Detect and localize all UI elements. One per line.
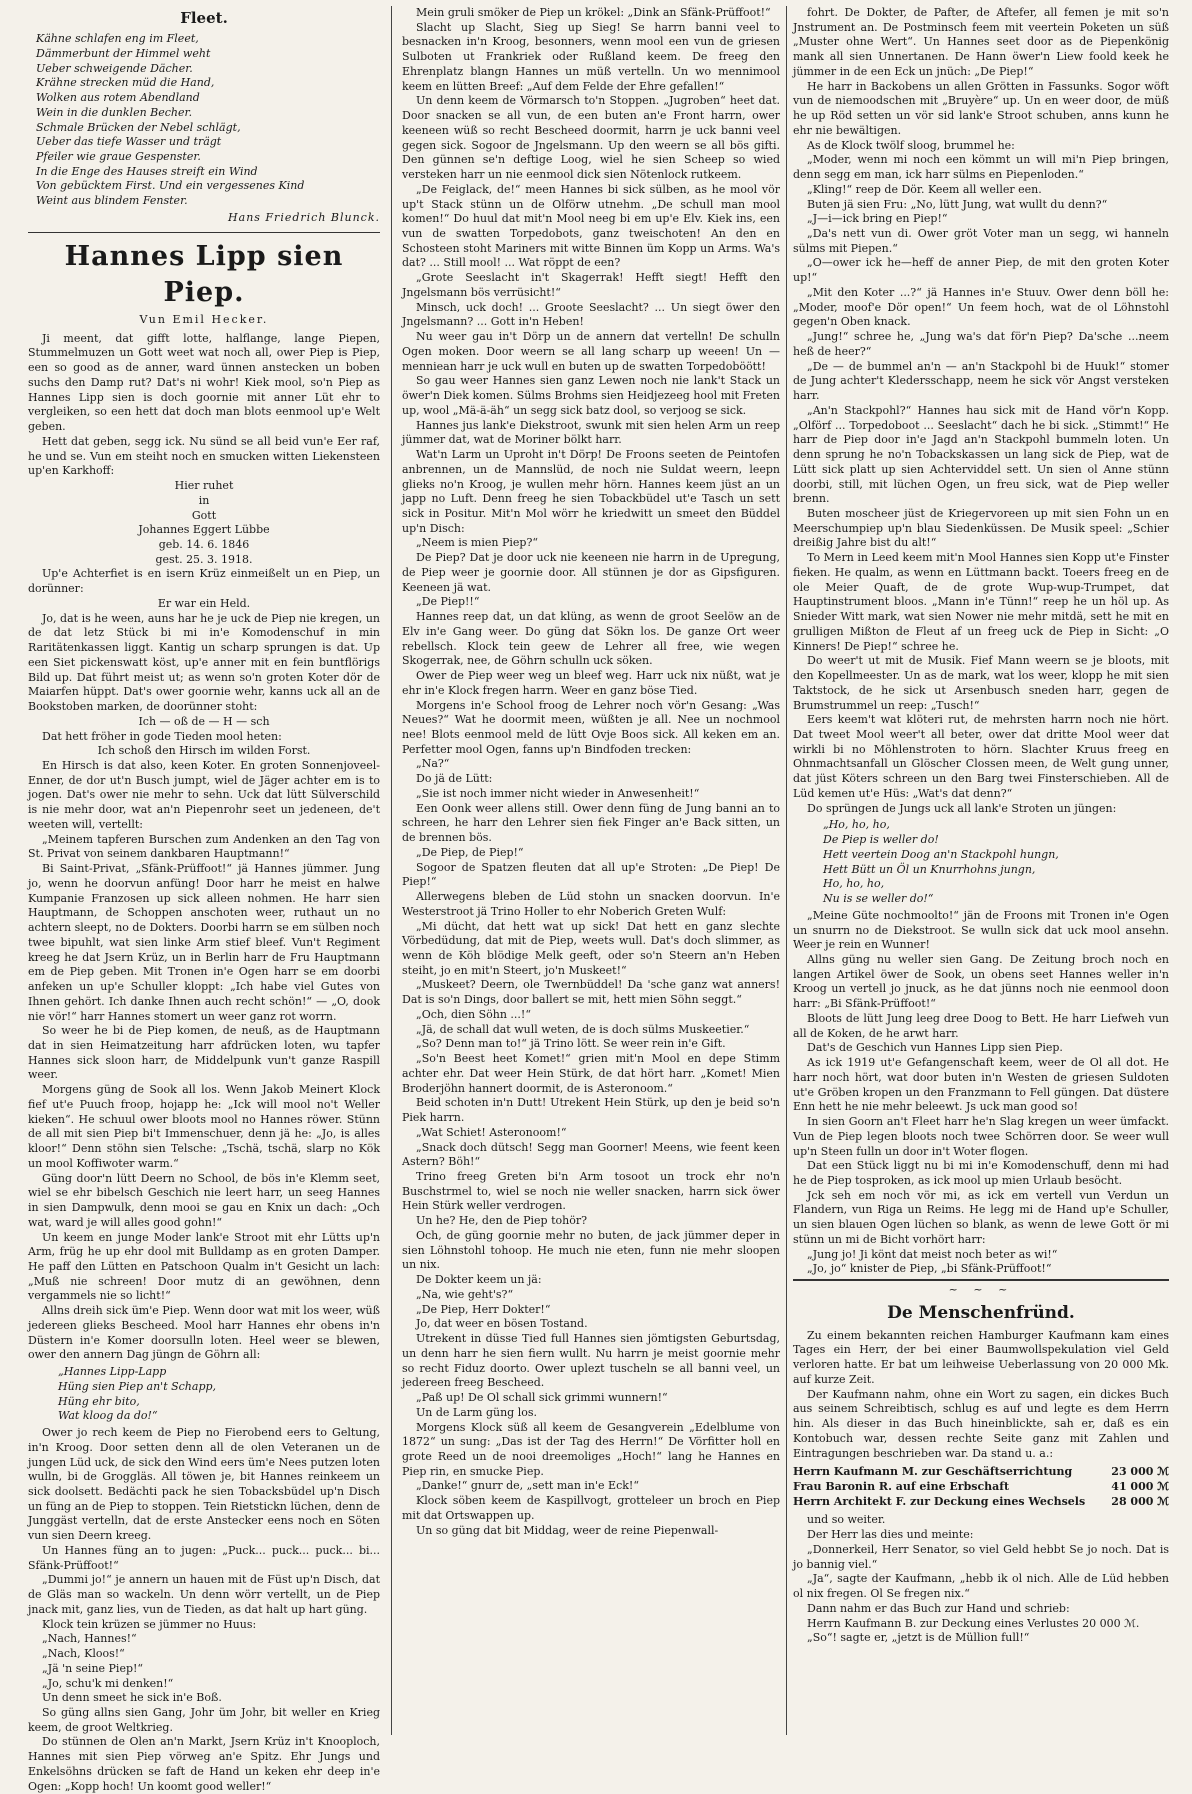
- paragraph: Dat een Stück liggt nu bi mi in'e Komodenschuff, denn mi had he de Piep tosproken, as ick mool up mien Urlaub besöcht.: [793, 1159, 1169, 1188]
- paragraph: fohrt. De Dokter, de Pafter, de Aftefer, all femen je mit so'n Jnstrument an. De Postminsch feem mit veertein Poketen un süß „Muster ohne Wert“. Un Hannes seet door as de Piepenkönig mank all sien Unnertanen. De Hann öwer'n Liew foold keek he jümmer in de een Eck un jnüch: „De Piep!“: [793, 6, 1169, 78]
- story-paragraphs: [793, 6, 1169, 816]
- paragraph: Bloots de lütt Jung leeg dree Doog to Bett. He harr Liefweh vun all de Koken, de he arwt harr.: [793, 1011, 1169, 1040]
- paragraph: Buten jä sien Fru: „No, lütt Jung, wat wullt du denn?“: [807, 197, 1108, 211]
- paragraph: Herrn Kaufmann B. zur Deckung eines Verlustes 20 000 ℳ.: [807, 1616, 1140, 1630]
- verse-line: Nu is se weller do!“: [823, 892, 934, 906]
- paragraph: Jo, dat is he ween, auns har he je uck de Piep nie kregen, un de dat letz Stück bi mi in'e Komodenschuf in min Raritätenkassen liggt. Kantig un scharp sprungen is dat. Up een Siet pickenswatt köst, up'e anner mit en fein buntflörigs Bild up. Dat führt meist ut; as wenn so'n groten Koter dör de Maiarfen hüppt. Dat's ower goornie wehr, kanns uck all an de Bookstoben marken, de doorünner stoht:: [28, 611, 380, 714]
- verse-line: Hüng ehr bito,: [58, 1394, 140, 1408]
- paragraph: „An'n Stackpohl?“ Hannes hau sick mit de Hand vör'n Kopp. „Olförf ... Torpedoboot ... Seeslacht“ dach he bi sick. „Stimmt!“ He harr de Piep door in'e Jagd an'n Stackpohl bummeln loten. Un denn sprung he no'n Tobackskassen un lang sick de Piep, wat de Lütt sick platt up sien Achterviddel sett. Un sien ol Anne stünn doorbi, still, mit lüchen Ogen, un freu sick, wat de Piep weller brenn.: [793, 403, 1169, 506]
- paragraph: „Paß up! De Ol schall sick grimmi wunnern!“: [416, 1391, 668, 1405]
- article-paragraphs: [793, 1329, 1169, 1462]
- paragraph: Do jä de Lütt:: [416, 772, 493, 786]
- paragraph: „J—i—ick bring en Piep!“: [807, 212, 948, 226]
- paragraph: „De Piep, de Piep!“: [416, 845, 524, 859]
- paragraph: So gau weer Hannes sien ganz Lewen noch nie lank't Stack un öwer'n Diek komen. Sülms Brohms sien Heidjezeeg hool mit Freten up, wool „Mä-ä-äh“ un segg sick batz dool, so verjoog se sick.: [402, 374, 780, 417]
- poem-title: Fleet.: [180, 9, 228, 27]
- paragraph: Jo, dat weer en bösen Tostand.: [416, 1317, 588, 1331]
- story-byline: Vun Emil Hecker.: [139, 312, 269, 326]
- poem-line: Von gebücktem First. Und ein vergessenes Kind: [36, 179, 305, 193]
- verse-line: „Hannes Lipp-Lapp: [58, 1365, 167, 1379]
- paragraph: Dat hett fröher in gode Tieden mool heten:: [42, 729, 282, 743]
- paragraph: „Kling!“ reep de Dör. Keem all weller een.: [807, 182, 1042, 196]
- epitaph-line: in: [198, 493, 210, 507]
- paragraph: Klock tein krüzen se jümmer no Huus:: [42, 1617, 257, 1631]
- paragraph: Un keem en junge Moder lank'e Stroot mit ehr Lütts up'n Arm, früg he up ehr dool mit Bulldamp as en groten Damper. He paff den Lütten en Patschoon Qualm in't Gesicht un lach: „Muß nie schreen! Door mutz di an gewöhnen, denn vergammels nie so licht!“: [28, 1230, 380, 1303]
- paragraph: Allerwegens bleben de Lüd stohn un snacken doorvun. In'e Westerstroot jä Trino Holler to ehr Noberich Greten Wulf:: [402, 890, 780, 918]
- paragraph: Een Oonk weer allens still. Ower denn füng de Jung banni an to schreen, he harr den Lehrer sien fiek Finger an'e Back sitten, un de brennen bös.: [402, 801, 780, 845]
- section-divider: [28, 232, 380, 233]
- verse: [58, 1365, 380, 1424]
- story-title: Hannes Lipp sien Piep.: [64, 240, 344, 308]
- paragraph: Un he? He, den de Piep tohör?: [416, 1214, 587, 1228]
- paragraph: „Donnerkeil, Herr Senator, so viel Geld hebbt Se jo noch. Dat is jo bannig viel.“: [793, 1542, 1169, 1571]
- paragraph: Un de Larm güng los.: [416, 1405, 537, 1419]
- paragraph: „So'n Beest heet Komet!“ grien mit'n Mool en depe Stimm achter ehr. Dat weer Hein Stürk, de dat hört harr. „Komet! Mien Broderjöhn hannert doormit, de is Asteronoom.“: [402, 1052, 780, 1095]
- paragraph: Hannes jus lank'e Diekstroot, swunk mit sien helen Arm un reep jümmer dat, wat de Moriner bölkt harr.: [402, 418, 780, 447]
- paragraph: Do weer't ut mit de Musik. Fief Mann weern se je bloots, mit den Kopellmeester. Un as de mark, wat los weer, klopp he mit sien Taktstock, de he sick ut Arsenbusch sneden harr, gegen de Brumstrummel un reep: „Tusch!“: [793, 654, 1169, 712]
- paragraph: Slacht up Slacht, Sieg up Sieg! Se harrn banni veel to besnacken in'n Kroog, besonners, wenn mool een vun de griesen Sulboten ut Frankriek oder Rußland keem. De freeg den Ehrenplatz blangn Hannes un müß vertelln. Un wo mennimool keem en lütten Breef: „Auf dem Felde der Ehre gefallen!“: [402, 20, 780, 93]
- paragraph: Zu einem bekannten reichen Hamburger Kaufmann kam eines Tages ein Herr, der bei einer Baumwollspekulation viel Geld verloren hatte. Er bat um leihweise Ueberlassung von 20 000 Mk. auf kurze Zeit.: [793, 1328, 1169, 1386]
- paragraph: Do sprüngen de Jungs uck all lank'e Stroten un jüngen:: [807, 801, 1117, 815]
- ledger-row: [793, 1495, 1169, 1510]
- paragraph: Hett dat geben, segg ick. Nu sünd se all beid vun'e Eer raf, he und se. Vun em steiht noch en smucken witten Liekensteen up'en Karkhoff:: [28, 434, 380, 478]
- paragraph: „Muskeet? Deern, ole Twernbüddel! Da 'sche ganz wat anners! Dat is so'n Dings, door ballert se mit, hett mien Söhn seggt.“: [402, 978, 780, 1007]
- paragraph: „Jo, jo“ knister de Piep, „bi Sfänk-Prüffoot!“: [807, 1262, 1052, 1276]
- story-paragraphs: [28, 332, 380, 479]
- article-paragraphs: [793, 1513, 1169, 1646]
- paragraph: De Piep? Dat je door uck nie keeneen nie harrn in de Upregung, de Piep weer je goornie door. All stünnen je dor as Gipsfiguren. Keeneen jä wat.: [402, 551, 780, 594]
- paragraph: Morgens in'e School froog de Lehrer noch vör'n Gesang: „Was Neues?“ Wat he doormit meen, wüßten je all. Nee un nochmool nee! Blots eenmool meld de lütt Ovje Boos sick. All keken em an. Perfetter mool Ogen, fanns up'n Bindfoden trecken:: [402, 698, 780, 756]
- paragraph: „De Feiglack, de!“ meen Hannes bi sick sülben, as he mool vör up't Stack stünn un de Olförw utnehm. „De schull man mool komen!“ Do huul dat mit'n Mool neeg bi em up'e Elv. Kiek ins, een vun de swatten Torpedobots, ganz tweischoten! An den en Schosteen stoht Mariners mit witte Binnen üm Kopp un Arms. Wa's dat? ... Still mool! ... Wat röppt de een?: [402, 182, 780, 270]
- paragraph: Up'e Achterfiet is en isern Krüz einmeißelt un en Piep, un dorünner:: [28, 567, 380, 596]
- poem-line: Ueber das tiefe Wasser und trägt: [36, 135, 222, 149]
- paragraph: „Grote Seeslacht in't Skagerrak! Hefft siegt! Hefft den Jngelsmann bös verrüsicht!“: [402, 271, 780, 299]
- paragraph: Ower de Piep weer weg un bleef weg. Harr uck nix nüßt, wat je ehr in'e Klock fregen harrn. Weer en ganz böse Tied.: [402, 669, 780, 697]
- verse-line: Wat kloog da do!“: [58, 1409, 158, 1423]
- inscription-quote: Ich — oß de — H — sch: [138, 714, 270, 728]
- ledger-label: Frau Baronin R. auf eine Erbschaft: [793, 1480, 1010, 1493]
- paragraph: „Jä 'n seine Piep!“: [42, 1661, 144, 1675]
- paragraph: „Nach, Kloos!“: [42, 1647, 125, 1661]
- paragraph: „Meine Güte nochmoolto!“ jän de Froons mit Tronen in'e Ogen un snurrn no de Diekstroot. Se wulln sick dat uck mool ansehn. Weer je rein en Wunner!: [793, 908, 1169, 952]
- paragraph: „O—ower ick he—heff de anner Piep, de mit den groten Koter up!“: [793, 256, 1169, 285]
- paragraph: Ji meent, dat gifft lotte, halflange, lange Piepen, Stummelmuzen un Gott weet wat noch all, ower Piep is Piep, een so good as de anner, ward ünnen anstecken un boben suchs den Damp rut? Dat's ni wohr! Kiek mool, so'n Piep as Hannes Lipp sien is doch goornie mit anner Lüt ehr to vergleiken, so een hett dat doch man blots eenmool up'e Welt geben.: [28, 331, 380, 434]
- paragraph: So weer he bi de Piep komen, de neuß, as de Hauptmann dat in sien Heimatzeitung harr afdrücken loten, wu tapfer Hannes sick sloon harr, de Middelpunk vun't ganze Raspill weer.: [28, 1024, 380, 1082]
- poem-author: Hans Friedrich Blunck.: [228, 210, 380, 224]
- poem-line: Ueber schweigende Dächer.: [36, 61, 193, 75]
- paragraph: „Jung jo! Ji könt dat meist noch beter as wi!“: [807, 1247, 1058, 1261]
- paragraph: Sogoor de Spatzen fleuten dat all up'e Stroten: „De Piep! De Piep!“: [402, 860, 780, 889]
- paragraph: „Neem is mien Piep?“: [416, 536, 538, 550]
- paragraph: „De Piep, Herr Dokter!“: [416, 1302, 551, 1316]
- ledger-row: [793, 1480, 1169, 1495]
- poem-line: Dämmerbunt der Himmel weht: [36, 46, 211, 60]
- verse-line: Hett Bütt un Öl un Knurrhohns jungn,: [823, 862, 1036, 876]
- paragraph: „Snack doch dütsch! Segg man Goorner! Meens, wie feent keen Astern? Böh!“: [402, 1140, 780, 1169]
- paragraph: „Dummi jo!“ je annern un hauen mit de Füst up'n Disch, dat de Gläs man so wackeln. Un denn wörr vertellt, un de Piep jnack mit, ganz lies, vun de Tieden, as dat halt up hart güng.: [28, 1573, 380, 1616]
- paragraph: Nu weer gau in't Dörp un de annern dat vertelln! De schulln Ogen moken. Door weern se all lang scharp up weeen! Un — menniean harr je uck wull en buten up de swatten Torpedoböött!: [402, 330, 780, 373]
- paragraph: „Wat Schiet! Asteronoom!“: [416, 1125, 567, 1139]
- ledger-label: Herrn Architekt F. zur Deckung eines Wechsels: [793, 1494, 1086, 1508]
- paragraph: En Hirsch is dat also, keen Koter. En groten Sonnenjoveel-Enner, de dor ut'n Busch jumpt, wiel de Jäger achter em is to jogen. Dat's ower nie mehr to sehn. Uck dat lütt Sülverschild is nie mehr door, wat an'n Piepenrohr seet un jedeneen, de't weeten will, vertellt:: [28, 759, 380, 831]
- paragraph: Jck seh em noch vör mi, as ick em vertell vun Verdun un Flandern, vun Riga un Reims. He legg mi de Hand up'e Schuller, un sien blauen Ogen lüchen so blank, as wenn de lewe Gott ör mi stünn un mi de Bicht vorhört harr:: [793, 1188, 1169, 1246]
- paragraph: „Danke!“ gnurr de, „sett man in'e Eck!“: [416, 1479, 639, 1493]
- paragraph: „So“! sagte er, „jetzt is de Müllion full!“: [807, 1631, 1030, 1645]
- story-paragraphs: [28, 759, 380, 1363]
- poem-line: Kähne schlafen eng im Fleet,: [36, 32, 199, 46]
- paragraph: Der Kaufmann nahm, ohne ein Wort zu sagen, ein dickes Buch aus seinem Schreibtisch, schlug es auf und legte es dem Herrn hin. Als dieser in das Buch hineinblickte, sah er, daß es ein Kontobuch war, dessen rechte Seite ganz mit Zahlen und Eintragungen beschrieben war. Da stand u. a.:: [793, 1387, 1169, 1460]
- paragraph: „Meinem tapferen Burschen zum Andenken an den Tag von St. Privat von seinem dankbaren Hauptmann!“: [28, 832, 380, 861]
- epitaph-line: Hier ruhet: [174, 479, 234, 493]
- poem-line: Schmale Brücken der Nebel schlägt,: [36, 120, 241, 134]
- paragraph: „De Piep!!“: [416, 595, 480, 609]
- verse-line: Hüng sien Piep an't Schapp,: [58, 1379, 217, 1393]
- paragraph: „Och, dien Söhn ...!“: [416, 1007, 531, 1021]
- paragraph: „So? Denn man to!“ jä Trino lött. Se weer rein in'e Gift.: [416, 1037, 726, 1051]
- paragraph: Beid schoten in'n Dutt! Utrekent Hein Stürk, up den je beid so'n Piek harrn.: [402, 1096, 780, 1125]
- poem-line: Wein in die dunklen Becher.: [36, 105, 193, 119]
- paragraph: Och, de güng goornie mehr no buten, de jack jümmer deper in sien Löhnstohl tohoop. He much nie eten, funn nie mehr sloopen un nix.: [402, 1228, 780, 1272]
- ledger-entries: [793, 1465, 1169, 1509]
- epitaph-line: gest. 25. 3. 1918.: [155, 552, 253, 566]
- paragraph: Der Herr las dies und meinte:: [807, 1528, 974, 1542]
- ledger-amount: 23 000 ℳ: [1111, 1465, 1169, 1479]
- paragraph: Un so güng dat bit Middag, weer de reine Piepenwall-: [416, 1523, 719, 1537]
- paragraph: Minsch, uck doch! ... Groote Seeslacht? ... Un siegt öwer den Jngelsmann? ... Gott in'n Heben!: [402, 300, 780, 329]
- paragraph: und so weiter.: [807, 1513, 886, 1527]
- paragraph: Utrekent in düsse Tied full Hannes sien jömtigsten Geburtsdag, un denn harr he sien fiern wullt. Nu harrn je meist goornie mehr so recht Fiduz doorto. Ower uplezt tuscheln se all banni veel, un jedereen freeg Bescheed.: [402, 1332, 780, 1390]
- column-rule: [786, 6, 787, 1735]
- paragraph: „De — de bummel an'n — an'n Stackpohl bi de Huuk!“ stomer de Jung achter't Kledersschapp, neem he sick vör Angst versteken harr.: [793, 359, 1169, 403]
- paragraph: Un denn smeet he sick in'e Boß.: [42, 1691, 222, 1705]
- verse-line: De Piep is weller do!: [823, 833, 939, 847]
- story-paragraphs: [402, 6, 780, 1538]
- paragraph: Mein gruli smöker de Piep un krökel: „Dink an Sfänk-Prüffoot!“: [416, 6, 771, 19]
- paragraph: Trino freeg Greten bi'n Arm tosoot un trock ehr no'n Buschstrmel to, wiel se noch nie weller snacken, harrn sick öwer Hein Stürk weller verdrogen.: [402, 1170, 780, 1213]
- column-rule: [391, 6, 392, 1735]
- epitaph-line: Johannes Eggert Lübbe: [138, 523, 270, 537]
- paragraph: Allns güng nu weller sien Gang. De Zeitung broch noch en langen Artikel öwer de Sook, un obens seet Hannes weller in'n Kroog un vertell jo jnuck, as he dat jünns noch nie eenmool doon harr: „Bi Sfänk-Prüffoot!“: [793, 953, 1169, 1011]
- story-paragraphs: [28, 1426, 380, 1794]
- paragraph: „Jo, schu'k mi denken!“: [42, 1676, 174, 1690]
- paragraph: „Da's nett vun di. Ower gröt Voter man un segg, wi hanneln sülms mit Piepen.“: [793, 227, 1169, 255]
- paragraph: Allns dreih sick üm'e Piep. Wenn door wat mit los weer, wüß jedereen glieks Bescheed. Mool harr Hannes ehr obens in'n Düstern in'e Komer doorsulln loten. Heel weer se blewen, ower den annern Dag jüngn de Göhrn all:: [28, 1304, 380, 1362]
- paragraph: He harr in Backobens un allen Grötten in Fassunks. Sogor wöft vun de niemoodschen mit „Bruyère“ up. Un en weer door, de müß he up Röd setten un vör sid lank'e Stroot schuben, anns kunn he ehr nie bewältigen.: [793, 79, 1169, 137]
- paragraph: Do stünnen de Olen an'n Markt, Jsern Krüz in't Knooploch, Hannes mit sien Piep vörweg an'e Spitz. Ehr Jungs und Enkelsöhns drücken se faft de Hand un keken ehr deep in'e Ogen: „Kopp hoch! Un koomt good weller!“: [28, 1735, 380, 1793]
- ledger-amount: 41 000 ℳ: [1111, 1480, 1169, 1493]
- ledger-amount: 28 000 ℳ: [1111, 1494, 1169, 1508]
- epitaph-line: geb. 14. 6. 1846: [158, 538, 250, 551]
- epitaph-line: Gott: [191, 508, 217, 522]
- paragraph: „Nach, Hannes!“: [42, 1632, 137, 1646]
- paragraph: „Na?“: [416, 757, 450, 771]
- paragraph: Klock söben keem de Kaspillvogt, grotteleer un broch en Piep mit dat Ortswappen up.: [402, 1494, 780, 1522]
- column-2: [402, 6, 780, 1737]
- verse-line: „Ho, ho, ho,: [823, 818, 890, 832]
- paragraph: Morgens güng de Sook all los. Wenn Jakob Meinert Klock fief ut'e Puuch froop, hojapp he: „Ick will mool no't Weller kieken“. He schuul ower bloots mool no Hannes röwer. Stünn de all mit sien Piep bi't Immenschuer, denn jä he: „Jo, is alles kloor!“ Denn stöhn sien Telsche: „Tschä, tschä, slarp no Kök un mool Koffiwoter warm.“: [28, 1083, 380, 1170]
- paragraph: „Sie ist noch immer nicht wieder in Anwesenheit!“: [416, 786, 700, 800]
- poem-line: Krähne strecken müd die Hand,: [36, 76, 215, 90]
- inscription-quote: Er war ein Held.: [157, 596, 251, 610]
- section-divider: [793, 1279, 1169, 1281]
- paragraph: Hannes reep dat, un dat klüng, as wenn de groot Seelöw an de Elv in'e Gang weer. Do güng dat Sökn los. De ganze Ort weer rebellsch. Klock tein geew de Lehrer all free, wie wegen Skogerrak, nee, de Göhrn schulln uck söken.: [402, 610, 780, 668]
- ornament: ~ ~ ~: [948, 1283, 1014, 1297]
- paragraph: As de Klock twölf sloog, brummel he:: [807, 138, 1015, 152]
- paragraph: „Mi dücht, dat hett wat up sick! Dat hett en ganz slechte Vörbedüdung, dat mit de Piep, weets wull. Dat's doch slimmer, as wenn de Köh blödige Melk geeft, oder so'n Steern an'n Heben steiht, jo en mit'n Steert, jo'n Muskeet!“: [402, 919, 780, 977]
- paragraph: Un denn keem de Vörmarsch to'n Stoppen. „Jugroben“ heet dat. Door snacken se all vun, de een buten an'e Front harrn, ower keeneen wüß so recht Bescheed doormit, harrn je uck banni veel gegen sick. Sogoor de Jngelsmann. Up den weern se all bös gifti. Den günnen se'n deftige Loog, wiel he sien Scheep so wied versteken harr un nie eenmool dick sien Nötenlock rutkeem.: [402, 94, 780, 182]
- paragraph: As ick 1919 ut'e Gefangenschaft keem, weer de Ol all dot. He harr noch hört, wat door buten in'n Westen de griesen Suldoten ut'e Gröben kropen un den Franzmann to Fell güngen. Dat düstere Enn hett he nie mehr beleewt. Js uck man good so!: [793, 1056, 1169, 1114]
- inscription-quote: Ich schoß den Hirsch im wilden Forst.: [97, 744, 311, 758]
- story-paragraphs: [28, 612, 380, 715]
- verse-line: Hett veertein Doog an'n Stackpohl hungn,: [823, 847, 1059, 861]
- paragraph: To Mern in Leed keem mit'n Mool Hannes sien Kopp ut'e Finster fieken. He qualm, as wenn en Lüttmann backt. Toeers freeg en de ole Meier Quaft, de de grote Wup-wup-Trumpet, dat Hauptinstrument bloos. „Mann in'e Tünn!“ reep he un höl up. As Snieder Witt mark, wat sien Nower nie mehr mitdä, sett he mit en grulligen Mißton de Fleut af un freeg uck de Piep in Sicht: „O Kinners! De Piep!“ schree he.: [793, 551, 1169, 653]
- poem-line: Wolken aus rotem Abendland: [36, 91, 200, 105]
- paragraph: So güng allns sien Gang, Johr üm Johr, bit weller en Krieg keem, de groot Weltkrieg.: [28, 1706, 380, 1734]
- poem-line: Weint aus blindem Fenster.: [36, 194, 188, 208]
- paragraph: „Jä, de schall dat wull weten, de is doch sülms Muskeetier.“: [416, 1022, 750, 1036]
- poem-line: Pfeiler wie graue Gespenster.: [36, 149, 201, 163]
- paragraph: „Mit den Koter ...?“ jä Hannes in'e Stuuv. Ower denn böll he: „Moder, moof'e Dör open!“ Un feem hoch, wat de ol Löhnstohl gegen'n Oben knack.: [793, 285, 1169, 329]
- paragraph: Un Hannes füng an to jugen: „Puck... puck... puck... bi... Sfänk-Prüffoot!“: [28, 1543, 380, 1572]
- paragraph: „Na, wie geht's?“: [416, 1287, 514, 1301]
- paragraph: Wat'n Larm un Uproht in't Dörp! De Froons seeten de Peintofen anbrennen, un de Mannslüd, de noch nie Suldat weern, leepn glieks no'n Kroog, je wullen mehr hörn. Hannes keem jüst an un japp no Luft. Denn freeg he sien Tobackbüdel ut'e Tasch un sett sick in Positur. Mit'n Mol wörr he kriedwitt un smeet den Büddel up'n Disch:: [402, 448, 780, 535]
- verse: [823, 818, 1169, 906]
- poem-line: In die Enge des Hauses streift ein Wind: [36, 164, 258, 178]
- epitaph: [28, 479, 380, 567]
- column-3: [793, 6, 1169, 1737]
- ledger-label: Herrn Kaufmann M. zur Geschäftserrichtung: [793, 1465, 1073, 1479]
- paragraph: Ower jo rech keem de Piep no Fierobend eers to Geltung, in'n Kroog. Door setten denn all de olen Veteranen un de jungen Lüd uck, de sick den Wind eers üm'e Nees putzen loten wulln, bi de Groggläs. All töwen je, bit Hannes reinkeem un sick doolsett. Bedächti pack he sien Tobacksbüdel up'n Disch un füng an de Piep to stoppen. Tein Rietstickn lüchen, denn de Junggäst vertelln, dat de erste Anstecker eens noch en Söten vun sien Deern kreeg.: [28, 1426, 380, 1543]
- paragraph: Dat's de Geschich vun Hannes Lipp sien Piep.: [807, 1041, 1063, 1055]
- paragraph: In sien Goorn an't Fleet harr he'n Slag kregen un weer ümfackt. Vun de Piep legen bloots noch twee Schörren door. Se weer wull up'n Steen fulln un door in't Woter flogen.: [793, 1115, 1169, 1158]
- ledger-row: [793, 1465, 1169, 1480]
- paragraph: Bi Saint-Privat, „Sfänk-Prüffoot!“ jä Hannes jümmer. Jung jo, wenn he doorvun anfüng! Door harr he meist en halwe Kumpanie Franzosen up sick alleen nohmen. He harr sien Hauptmann, de Schoppen anschoten weer, ruthaut un no achtern sleept, no de Dokters. Doorbi harrn se em sülben noch twee bipuhlt, wat sien linke Arm stief bleef. Vun't Regiment kreeg he dat Jsern Krüz, un in Berlin harr de Fru Hauptmann em de Piep geben. Mit Tronen in'e Ogen harr se em doorbi anfeken un up'e Schuller kloppt: „Ich habe viel Gutes von Ihnen gehört. Ich danke Ihnen auch recht schön!“ — „O, dook nie vör!“ harr Hannes stomert un weer ganz rot worrn.: [28, 862, 380, 1023]
- paragraph: „Jung!“ schree he, „Jung wa's dat för'n Piep? Da'sche ...neem heß de heer?“: [793, 330, 1169, 358]
- verse-line: Ho, ho, ho,: [823, 877, 885, 891]
- paragraph: Buten moscheer jüst de Kriegervoreen up mit sien Fohn un en Meerschumpiep up'n blau Siedenküssen. De Musik speel: „Schier dreißig Jahre bist du alt!“: [793, 506, 1169, 550]
- paragraph: Güng door'n lütt Deern no School, de bös in'e Klemm seet, wiel se ehr bibelsch Geschich nie leert harr, un seeg Hannes in sien Dampwulk, denn mooi se gau en Knix un dach: „Och wat, ward je will alles good gohn!“: [28, 1171, 380, 1229]
- paragraph: „Moder, wenn mi noch een kömmt un will mi'n Piep bringen, denn segg em man, ick harr sülms en Piepenloden.“: [793, 153, 1169, 182]
- paragraph: De Dokter keem un jä:: [416, 1273, 542, 1287]
- poem-body: [36, 32, 380, 209]
- paragraph: Dann nahm er das Buch zur Hand und schrieb:: [807, 1601, 1070, 1615]
- paragraph: „Ja“, sagte der Kaufmann, „hebb ik ol nich. Alle de Lüd hebben ol nix fregen. Ol Se fregen nix.“: [793, 1572, 1169, 1601]
- column-1: [28, 6, 380, 1793]
- article-title: De Menschenfründ.: [887, 1302, 1075, 1323]
- story-paragraphs: [793, 909, 1169, 1277]
- paragraph: Eers keem't wat klöteri rut, de mehrsten harrn noch nie hört. Dat tweet Mool weer't all beter, ower dat dritte Mool weer dat wirkli bi no Möhlenstroten to hörn. Slachter Kruus freeg en Ohnmachtsanfall un Glöscher Clossen meen, de Welt gung unner, dat jüst Köters schreen un den Barg twei Finsterschieben. All de Lüd kemen ut'e Hüs: „Wat's dat denn?“: [793, 713, 1169, 800]
- paragraph: Morgens Klock süß all keem de Gesangverein „Edelblume von 1872“ un sung: „Das ist der Tag des Herrn!“ De Vörfitter holl en grote Reed un de nooi dreemoliges „Hoch!“ lang he Hannes en Piep rin, en smucke Piep.: [402, 1420, 780, 1478]
